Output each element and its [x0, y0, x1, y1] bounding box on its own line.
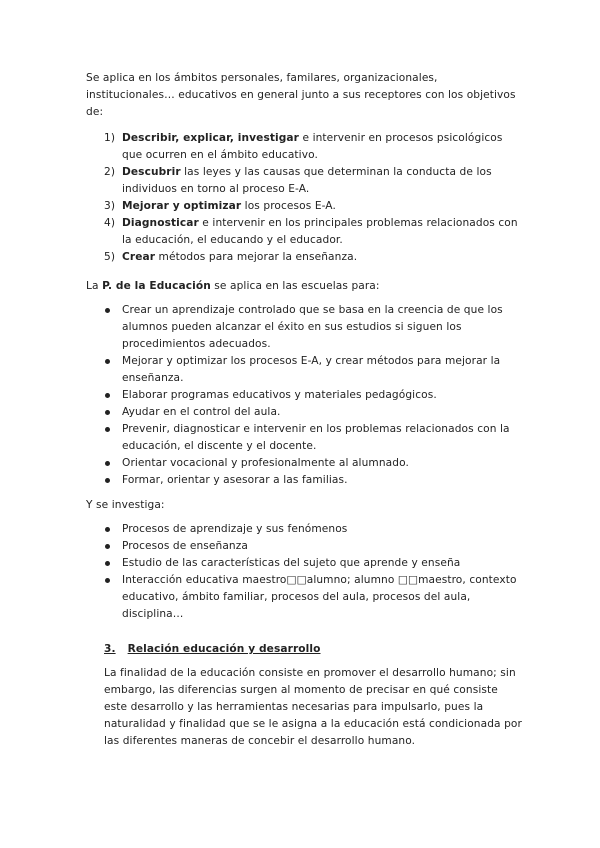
list-item — [104, 130, 524, 164]
item-bold-text: Describir, explicar, investigar — [122, 132, 300, 144]
item-text: Procesos de enseñanza — [122, 540, 248, 552]
bullet-icon — [105, 544, 110, 549]
research-list — [104, 521, 522, 623]
bullet-icon — [105, 578, 110, 583]
bullet-icon — [105, 410, 110, 415]
item-bold-text: Descubrir — [122, 166, 181, 178]
list-item — [104, 404, 522, 421]
research-intro: Y se investiga: — [86, 499, 165, 511]
item-text: e intervenir en procesos psicológicos que ocurren en el ámbito educativo. — [122, 132, 503, 161]
list-item — [104, 555, 522, 572]
bullet-icon — [105, 359, 110, 364]
intro-paragraph: Se aplica en los ámbitos personales, familares, organizacionales, institucionales… educativos en general junto a sus receptores con los objetivos de: — [86, 72, 516, 118]
list-item — [104, 538, 522, 555]
schools-intro-pre: La — [86, 280, 103, 292]
item-text: Orientar vocacional y profesionalmente al alumnado. — [122, 457, 409, 469]
bullet-icon — [105, 393, 110, 398]
schools-intro-post: se aplica en las escuelas para: — [210, 280, 380, 292]
bullet-icon — [105, 427, 110, 432]
schools-intro-bold: P. de la Educación — [102, 280, 211, 292]
item-text: Prevenir, diagnosticar e intervenir en los problemas relacionados con la educación, el discente y el docente. — [122, 423, 510, 452]
item-number: 5) — [104, 251, 116, 263]
item-number: 4) — [104, 217, 116, 229]
list-item — [104, 249, 524, 266]
item-text: Formar, orientar y asesorar a las familias. — [122, 474, 348, 486]
list-item — [104, 353, 522, 387]
objectives-list — [104, 130, 524, 266]
list-item — [104, 387, 522, 404]
item-bold-text: Crear — [122, 251, 156, 263]
section-heading — [104, 641, 321, 658]
item-text: Interacción educativa maestro□□alumno; alumno □□maestro, contexto educativo, ámbito familiar, procesos del aula, procesos del aula, disciplina… — [122, 574, 517, 620]
list-item — [104, 472, 522, 489]
bullet-icon — [105, 308, 110, 313]
item-text: métodos para mejorar la enseñanza. — [155, 251, 358, 263]
list-item — [104, 302, 522, 353]
schools-intro — [86, 278, 380, 295]
item-text: Crear un aprendizaje controlado que se basa en la creencia de que los alumnos pueden alcanzar el éxito en sus estudios si siguen los procedimientos adecuados. — [122, 304, 503, 350]
item-text: Mejorar y optimizar los procesos E-A, y crear métodos para mejorar la enseñanza. — [122, 355, 501, 384]
item-text: los procesos E-A. — [241, 200, 336, 212]
list-item — [104, 421, 522, 455]
list-item — [104, 164, 524, 198]
list-item — [104, 215, 524, 249]
item-bold-text: Diagnosticar — [122, 217, 199, 229]
final-paragraph: La finalidad de la educación consiste en promover el desarrollo humano; sin embargo, las diferencias surgen al momento de precisar en qué consiste este desarrollo y las herramientas necesarias para impulsarlo, pues la naturalidad y finalidad que se le asigna a la educación está condicionada por las diferentes maneras de concebir el desarrollo humano. — [104, 667, 522, 747]
list-item — [104, 521, 522, 538]
item-text: Elaborar programas educativos y materiales pedagógicos. — [122, 389, 437, 401]
bullet-icon — [105, 478, 110, 483]
item-bold-text: Mejorar y optimizar — [122, 200, 242, 212]
bullet-icon — [105, 561, 110, 566]
list-item — [104, 198, 524, 215]
list-item — [104, 455, 522, 472]
item-text: Procesos de aprendizaje y sus fenómenos — [122, 523, 348, 535]
item-number: 1) — [104, 132, 116, 144]
schools-list — [104, 302, 522, 489]
bullet-icon — [105, 527, 110, 532]
list-item — [104, 572, 522, 623]
item-text: e intervenir en los principales problemas relacionados con la educación, el educando y el educador. — [122, 217, 518, 246]
item-text: Estudio de las características del sujeto que aprende y enseña — [122, 557, 461, 569]
section-title: Relación educación y desarrollo — [127, 643, 321, 655]
item-number: 2) — [104, 166, 116, 178]
item-number: 3) — [104, 200, 116, 212]
item-text: las leyes y las causas que determinan la conducta de los individuos en torno al proceso E-A. — [122, 166, 492, 195]
section-number: 3. — [104, 643, 116, 655]
item-text: Ayudar en el control del aula. — [122, 406, 281, 418]
bullet-icon — [105, 461, 110, 466]
